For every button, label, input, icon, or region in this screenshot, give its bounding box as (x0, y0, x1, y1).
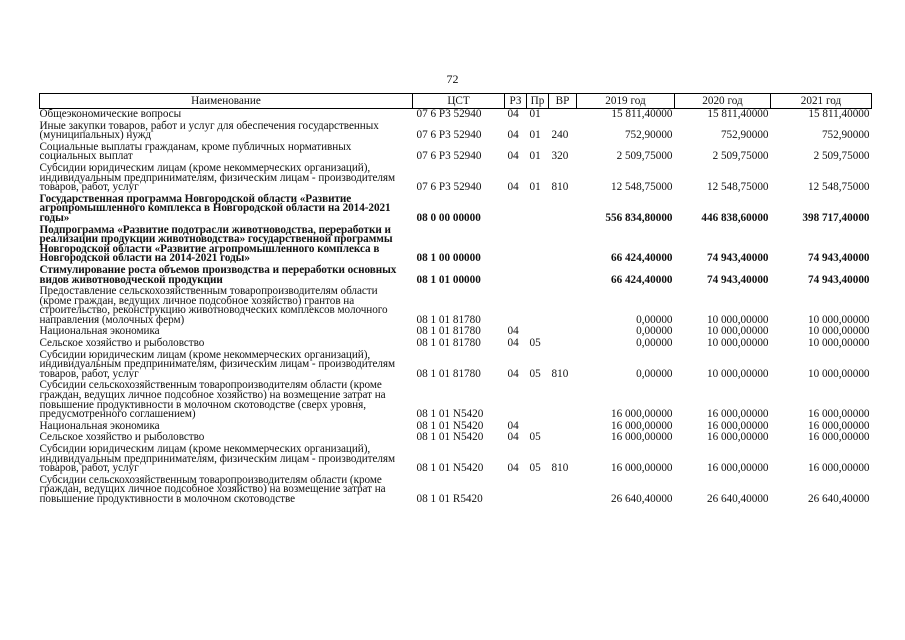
cell-vr (549, 265, 577, 286)
cell-rz: 04 (507, 150, 519, 163)
cell-2021: 12 548,75000 (807, 181, 870, 194)
table-row (40, 121, 872, 142)
page-number: 72 (446, 72, 459, 86)
cell-name: Социальные выплаты гражданам, кроме публичных нормативных социальных выплат (39, 140, 352, 163)
cell-name: Государственная программа Новгородской области «Развитие агропромышленного комплекса в Новгородской области на 2014-2021 годы» (39, 192, 391, 224)
cell-pr: 05 (529, 367, 541, 380)
cell-rz (505, 225, 527, 265)
cell-pr (527, 194, 549, 225)
cell-rz: 04 (507, 337, 519, 350)
cell-name: Подпрограмма «Развитие подотрасли животноводства, переработки и реализации продукции животноводства» государственной программы Новгородской области «Развитие агропромышленного комплекса в Новгородской области на 2014-2021 годы» (39, 223, 393, 265)
cell-vr (549, 432, 577, 444)
cell-cst: 08 1 01 81780 (416, 367, 481, 380)
cell-2020: 752,90000 (720, 129, 769, 142)
cell-vr (549, 338, 577, 350)
cell-cst: 08 1 00 00000 (416, 252, 481, 265)
cell-name: Субсидии сельскохозяйственным товаропроизводителям области (кроме граждан, ведущих личное подсобное хозяйство) на возмещение затрат на повышение продуктивности в молочном скотоводстве (сверх уровня, предусмотренного соглашением) (39, 379, 386, 421)
cell-name: Общеэкономические вопросы (39, 108, 182, 120)
cell-2020: 16 000,00000 (706, 408, 769, 421)
cell-2019: 0,00000 (636, 337, 673, 350)
cell-rz (505, 380, 527, 420)
cell-2021: 16 000,00000 (807, 462, 870, 475)
cell-2021: 10 000,00000 (807, 337, 870, 350)
cell-cst: 08 1 01 00000 (416, 273, 481, 286)
cell-name: Субсидии юридическим лицам (кроме некоммерческих организаций), индивидуальным предпринимателям, физическим лицам - производителям товаров, работ, услуг (39, 443, 396, 475)
cell-vr (549, 286, 577, 326)
header-name: Наименование (40, 94, 413, 109)
cell-pr: 05 (529, 462, 541, 475)
cell-cst: 07 6 Р3 52940 (416, 108, 482, 120)
cell-cst: 08 1 01 81780 (416, 313, 481, 326)
cell-vr (549, 380, 577, 420)
cell-vr (549, 225, 577, 265)
header-cst: ЦСТ (413, 94, 505, 109)
cell-pr: 01 (529, 129, 541, 142)
cell-2019: 752,90000 (624, 129, 673, 142)
table-row (40, 380, 872, 420)
cell-2020: 74 943,40000 (706, 273, 769, 286)
cell-pr (527, 286, 549, 326)
cell-rz (505, 475, 527, 506)
cell-cst: 07 6 Р3 52940 (416, 150, 482, 163)
table-row (40, 444, 872, 475)
cell-rz: 04 (507, 367, 519, 380)
cell-pr (527, 475, 549, 506)
table-row (40, 338, 872, 350)
cell-cst: 08 1 01 81780 (416, 325, 481, 338)
cell-2019: 0,00000 (636, 367, 673, 380)
cell-cst: 07 6 Р3 52940 (416, 129, 482, 142)
cell-2020: 26 640,40000 (706, 492, 769, 505)
cell-2019: 66 424,40000 (610, 252, 673, 265)
cell-2019: 0,00000 (636, 313, 673, 326)
cell-cst: 08 1 01 N5420 (416, 408, 484, 421)
cell-rz: 04 (507, 325, 519, 338)
cell-2020: 12 548,75000 (706, 181, 769, 194)
cell-pr (527, 225, 549, 265)
cell-vr (549, 109, 577, 121)
cell-name: Национальная экономика (39, 419, 160, 432)
header-pr: Пр (527, 94, 549, 109)
cell-pr: 01 (529, 150, 541, 163)
cell-rz (505, 265, 527, 286)
cell-cst: 07 6 Р3 52940 (416, 181, 482, 194)
cell-2019: 556 834,80000 (605, 211, 673, 224)
cell-pr: 05 (529, 431, 541, 444)
cell-2021: 398 717,40000 (802, 211, 870, 224)
cell-pr: 01 (529, 181, 541, 194)
cell-2019: 26 640,40000 (610, 492, 673, 505)
cell-2021: 752,90000 (821, 129, 870, 142)
cell-2020: 10 000,00000 (706, 337, 769, 350)
cell-name: Субсидии юридическим лицам (кроме некоммерческих организаций), индивидуальным предпринимателям, физическим лицам - производителям товаров, работ, услуг (39, 161, 396, 194)
cell-rz: 04 (507, 462, 519, 475)
cell-2019: 2 509,75000 (616, 150, 673, 163)
cell-2019: 16 000,00000 (610, 408, 673, 421)
cell-name: Национальная экономика (39, 325, 160, 338)
cell-vr (549, 475, 577, 506)
cell-2021: 26 640,40000 (807, 492, 870, 505)
cell-pr: 01 (529, 108, 541, 120)
cell-cst: 08 1 01 81780 (416, 337, 481, 350)
cell-2021: 10 000,00000 (807, 325, 870, 338)
cell-2019: 16 000,00000 (610, 431, 673, 444)
cell-cst: 08 1 01 N5420 (416, 462, 484, 475)
cell-2021: 10 000,00000 (807, 367, 870, 380)
cell-2020: 16 000,00000 (706, 419, 769, 432)
cell-2020: 10 000,00000 (706, 367, 769, 380)
cell-rz: 04 (507, 129, 519, 142)
cell-2019: 12 548,75000 (610, 181, 673, 194)
cell-pr (527, 380, 549, 420)
cell-2020: 10 000,00000 (706, 325, 769, 338)
cell-2019: 16 000,00000 (610, 462, 673, 475)
table-row (40, 163, 872, 194)
cell-name: Субсидии сельскохозяйственным товаропроизводителям области (кроме граждан, ведущих личное подсобное хозяйство) на возмещение затрат на повышение продуктивности в молочном скотоводстве (39, 473, 386, 505)
table-row (40, 194, 872, 225)
cell-2021: 16 000,00000 (807, 431, 870, 444)
cell-vr (549, 326, 577, 338)
table-row (40, 109, 872, 121)
cell-2020: 74 943,40000 (706, 252, 769, 265)
cell-2021: 16 000,00000 (807, 408, 870, 421)
cell-rz: 04 (507, 181, 519, 194)
cell-name: Сельское хозяйство и рыболовство (39, 337, 205, 350)
header-2020: 2020 год (675, 94, 771, 109)
table-row (40, 265, 872, 286)
cell-cst: 08 1 01 N5420 (416, 431, 484, 444)
cell-2019: 16 000,00000 (610, 419, 673, 432)
cell-name: Сельское хозяйство и рыболовство (39, 431, 205, 444)
cell-vr: 810 (551, 367, 569, 380)
cell-vr: 810 (551, 462, 569, 475)
cell-2021: 2 509,75000 (813, 150, 870, 163)
header-2021: 2021 год (771, 94, 872, 109)
cell-vr: 320 (551, 150, 569, 163)
header-rz: РЗ (505, 94, 527, 109)
table-header-row (40, 94, 872, 109)
cell-2021: 10 000,00000 (807, 313, 870, 326)
cell-2021: 16 000,00000 (807, 419, 870, 432)
table-row (40, 475, 872, 506)
cell-vr (549, 194, 577, 225)
cell-cst: 08 1 01 R5420 (416, 492, 483, 505)
cell-pr (527, 265, 549, 286)
cell-2019: 66 424,40000 (610, 273, 673, 286)
cell-rz (505, 286, 527, 326)
cell-rz (505, 194, 527, 225)
table-row (40, 286, 872, 326)
cell-rz: 04 (507, 431, 519, 444)
table-body (40, 109, 872, 506)
cell-pr: 05 (529, 337, 541, 350)
budget-table (39, 93, 872, 506)
header-2019: 2019 год (577, 94, 675, 109)
cell-cst: 08 1 01 N5420 (416, 419, 484, 432)
cell-2019: 15 811,40000 (611, 108, 673, 120)
table-row (40, 350, 872, 381)
cell-2020: 10 000,00000 (706, 313, 769, 326)
header-vr: ВР (549, 94, 577, 109)
cell-2021: 74 943,40000 (807, 273, 870, 286)
cell-name: Предоставление сельскохозяйственным товаропроизводителям области (кроме граждан, ведущих личное подсобное хозяйство) грантов на строительство, реконструкцию животноводческих комплексов молочного направления (молочных ферм) (39, 285, 388, 326)
cell-vr: 810 (551, 181, 569, 194)
cell-vr (549, 421, 577, 433)
cell-2021: 15 811,40000 (808, 108, 870, 120)
cell-rz: 04 (507, 108, 519, 120)
cell-name: Субсидии юридическим лицам (кроме некоммерческих организаций), индивидуальным предпринимателям, физическим лицам - производителям товаров, работ, услуг (39, 348, 396, 380)
cell-2020: 16 000,00000 (706, 431, 769, 444)
cell-2020: 15 811,40000 (707, 108, 769, 120)
table-row (40, 225, 872, 265)
cell-name: Иные закупки товаров, работ и услуг для обеспечения государственных (муниципальных) нужд (39, 119, 379, 142)
cell-rz: 04 (507, 419, 519, 432)
cell-vr: 240 (551, 129, 569, 142)
cell-2021: 74 943,40000 (807, 252, 870, 265)
cell-name: Стимулирование роста объемов производства и переработки основных видов животноводческой продукции (39, 263, 397, 286)
table-row (40, 142, 872, 163)
cell-2020: 2 509,75000 (712, 150, 769, 163)
cell-2019: 0,00000 (636, 325, 673, 338)
cell-2020: 446 838,60000 (701, 211, 769, 224)
cell-cst: 08 0 00 00000 (416, 211, 481, 224)
cell-2020: 16 000,00000 (706, 462, 769, 475)
